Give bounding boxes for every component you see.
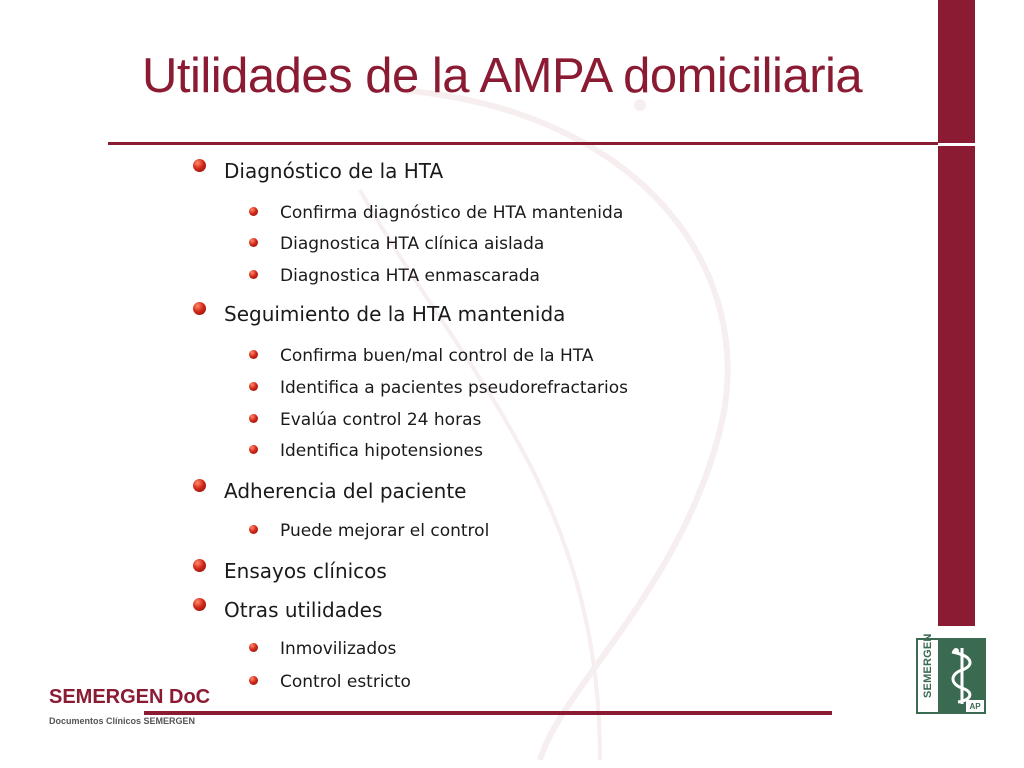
sub-item-label: Confirma diagnóstico de HTA mantenida (280, 203, 624, 223)
bullet-icon (249, 445, 258, 454)
sub-item-label: Control estricto (280, 672, 411, 692)
sub-item-label: Identifica hipotensiones (280, 441, 483, 461)
section-item (224, 159, 443, 183)
bullet-icon (249, 382, 258, 391)
bullet-icon (249, 350, 258, 359)
right-decorative-bar (938, 0, 975, 626)
bullet-icon (193, 159, 206, 172)
sub-item-label: Diagnostica HTA enmascarada (280, 266, 540, 286)
section-item (224, 302, 565, 326)
section-label: Ensayos clínicos (224, 559, 387, 583)
section-item (224, 559, 387, 583)
sub-item-label: Evalúa control 24 horas (280, 410, 482, 430)
sub-item (280, 378, 628, 398)
sub-item (280, 203, 623, 223)
sub-item-label: Identifica a pacientes pseudorefractarios (280, 378, 628, 398)
section-label: Seguimiento de la HTA mantenida (224, 302, 566, 326)
page-title: Utilidades de la AMPA domiciliaria (142, 49, 863, 103)
bullet-icon (249, 238, 258, 247)
bullet-icon (249, 414, 258, 423)
sub-item-label: Inmovilizados (280, 639, 397, 659)
logo-text: SEMERGEN (922, 633, 934, 698)
sub-item-label: Puede mejorar el control (280, 521, 490, 541)
section-label: Diagnóstico de la HTA (224, 159, 444, 183)
sub-item (280, 266, 540, 286)
title-divider (108, 142, 938, 145)
sub-item-label: Confirma buen/mal control de la HTA (280, 346, 594, 366)
bullet-icon (249, 270, 258, 279)
section-item (224, 479, 466, 503)
bullet-icon (249, 643, 258, 652)
sub-item (280, 234, 544, 254)
footer-divider (144, 711, 832, 715)
sub-item-label: Diagnostica HTA clínica aislada (280, 234, 545, 254)
bullet-icon (193, 302, 206, 315)
bullet-icon (193, 479, 206, 492)
bullet-icon (249, 676, 258, 685)
logo-badge: AP (969, 702, 981, 711)
section-label: Otras utilidades (224, 598, 383, 622)
bullet-icon (249, 207, 258, 216)
footer-brand-subtitle: Documentos Clínicos SEMERGEN (49, 716, 196, 726)
bullet-icon (249, 525, 258, 534)
right-bar-gap (938, 143, 975, 146)
bullet-icon (193, 559, 206, 572)
semergen-logo (916, 633, 986, 714)
section-label: Adherencia del paciente (224, 479, 467, 503)
sub-item (280, 441, 483, 461)
sub-item (280, 410, 481, 430)
section-item (224, 598, 382, 622)
bullet-icon (193, 598, 206, 611)
footer-brand: SEMERGEN DoC (49, 686, 211, 708)
sub-item (280, 521, 489, 541)
sub-item (280, 346, 593, 366)
sub-item (280, 672, 411, 692)
sub-item (280, 639, 396, 659)
